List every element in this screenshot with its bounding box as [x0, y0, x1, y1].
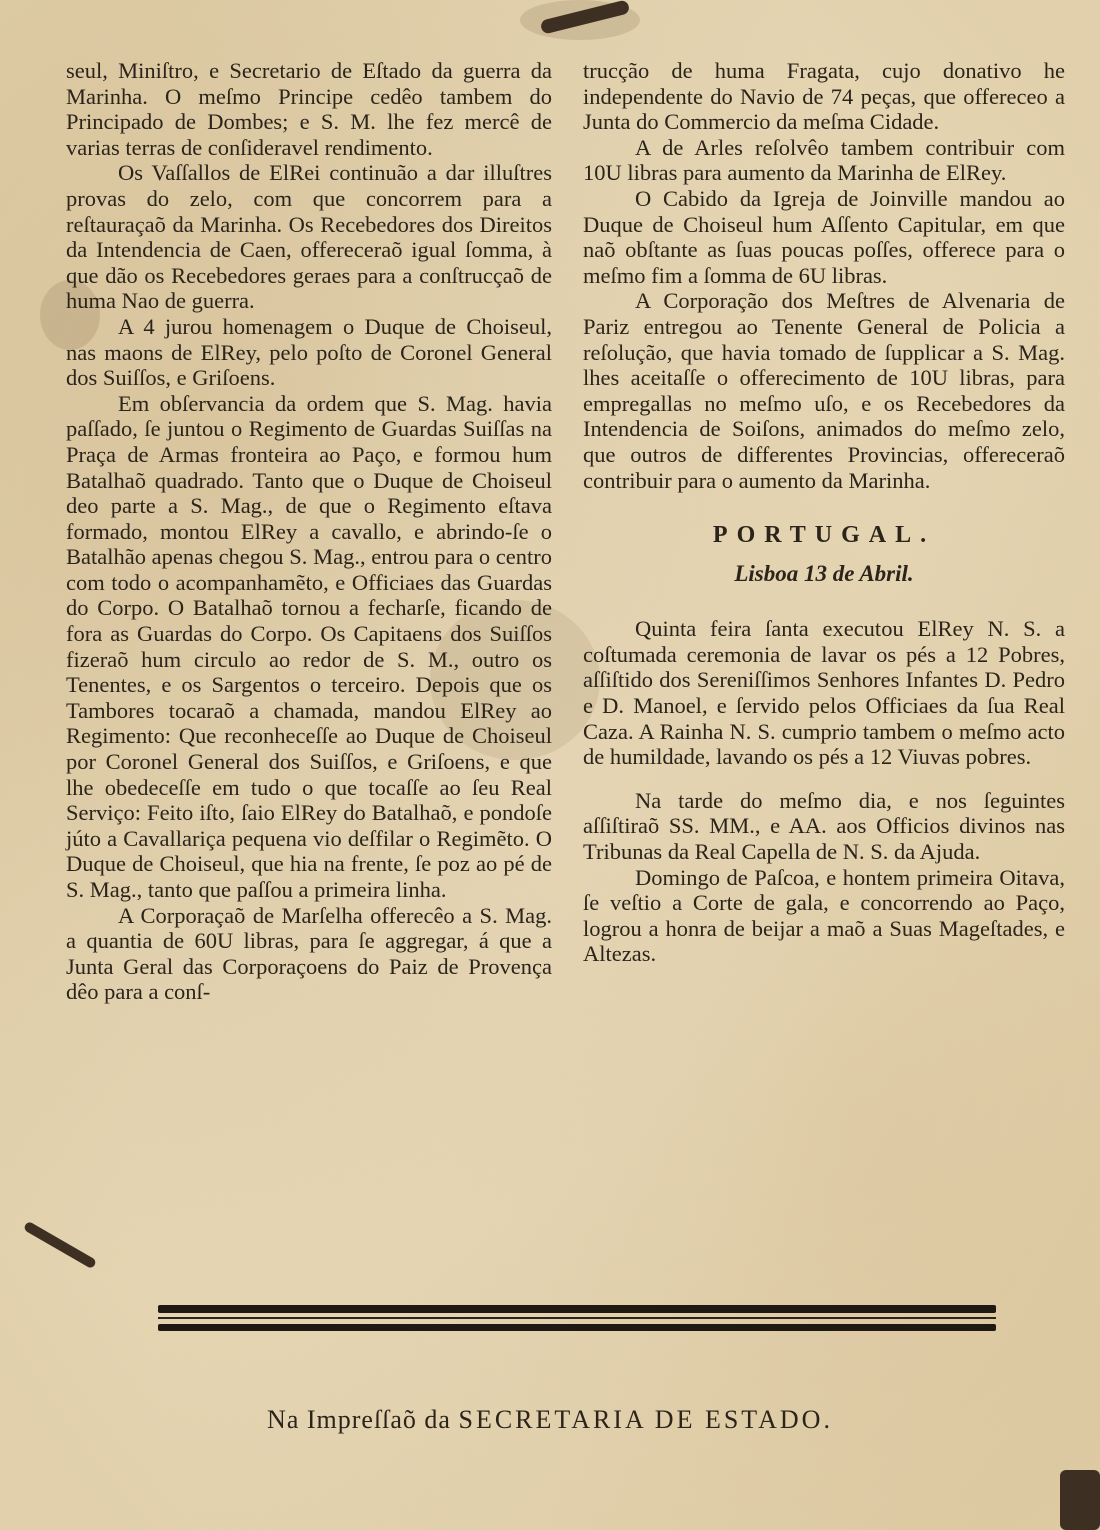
printer-imprint	[0, 1405, 1100, 1435]
paragraph-gap	[583, 770, 1065, 788]
imprint-prefix: Na Impreſſaõ da	[267, 1405, 459, 1434]
paragraph: trucção de huma Fragata, cujo donativo he independente do Navio de 74 peças, que offereceo a Junta do Commercio da meſma Cidade.	[583, 58, 1065, 135]
footer-rule-thick	[158, 1324, 996, 1331]
footer-rule-thick	[158, 1305, 996, 1313]
imprint-caps: SECRETARIA DE ESTADO.	[458, 1405, 833, 1434]
paragraph: A Corporaçaõ de Marſelha offerecêo a S. Mag. a quantia de 60U libras, para ſe aggregar, á que a Junta Geral das Corporaçoens do Paiz de Provença dêo para a conſ-	[66, 902, 552, 1005]
paragraph: Quinta feira ſanta executou ElRey N. S. a coſtumada ceremonia de lavar os pés a 12 Pobres, aſſiſtido dos Sereniſſimos Senhores Infantes D. Pedro e D. Manoel, e ſervido pelos Officiaes da ſua Real Caza. A Rainha N. S. cumprio tambem o meſmo acto de humildade, lavando os pés a 12 Viuvas pobres.	[583, 616, 1065, 770]
paragraph: A 4 jurou homenagem o Duque de Choiseul, nas maons de ElRey, pelo poſto de Coronel General dos Suiſſos, e Griſoens.	[66, 313, 552, 391]
paragraph: Em obſervancia da ordem que S. Mag. havia paſſado, ſe juntou o Regimento de Guardas Suiſſas na Praça de Armas fronteira ao Paço, e formou hum Batalhaõ quadrado. Tanto que o Duque de Choiseul deo parte a S. Mag., de que o Regimento eſtava formado, montou ElRey a cavallo, e abrindo-ſe o Batalhão apenas chegou S. Mag., entrou para o centro com todo o acompanhamẽto, e Officiaes das Guardas do Corpo. O Batalhaõ tornou a fecharſe, ficando de fora as Guardas do Corpo. Os Capitaens dos Suiſſos fizeraõ hum circulo ao redor de S. M., outro os Tenentes, e os Sargentos o terceiro. Depois que os Tambores tocaraõ a chamada, mandou ElRey ao Regimento: Que reconheceſſe ao Duque de Choiseul por Coronel General dos Suiſſos, e Griſoens, e que lhe obedeceſſe em tudo o que tocaſſe ao ſeu Real Serviço: Feito iſto, ſaio ElRey do Batalhaõ, e pondoſe júto a Cavallariça pequena vio deſfilar o Regimẽto. O Duque de Choiseul, que hia na frente, ſe poz ao pé de S. Mag., tanto que paſſou a primeira linha.	[66, 390, 552, 902]
torn-edge-mark	[1060, 1470, 1100, 1530]
paragraph: seul, Miniſtro, e Secretario de Eſtado da guerra da Marinha. O meſmo Principe cedêo tambem do Principado de Dombes; e S. M. lhe fez mercê de varias terras de conſideravel rendimento.	[66, 58, 552, 160]
paragraph: A Corporação dos Meſtres de Alvenaria de Pariz entregou ao Tenente General de Policia a reſolução, que havia tomado de ſupplicar a S. Mag. lhes aceitaſſe o offerecimento de 10U libras, para empregallas no meſmo uſo, e os Recebedores da Intendencia de Soiſons, animados do meſmo zelo, que outros de differentes Provincias, offereceraõ contribuir para o aumento da Marinha.	[583, 288, 1065, 493]
paragraph: O Cabido da Igreja de Joinville mandou ao Duque de Choiseul hum Aſſento Capitular, em que naõ obſtante as ſuas poucas poſſes, offerece para o meſmo fim a ſomma de 6U libras.	[583, 185, 1065, 288]
footer-rule-thin	[158, 1317, 996, 1319]
section-heading: PORTUGAL.	[712, 522, 936, 549]
paragraph: Domingo de Paſcoa, e hontem primeira Oitava, ſe veſtio a Corte de gala, e concorrendo ao Paço, logrou a honra de beijar a maõ a Suas Mageſtades, e Altezas.	[583, 864, 1065, 967]
dateline: Lisboa 13 de Abril.	[734, 560, 914, 586]
right-column	[583, 58, 1065, 967]
paragraph: Os Vaſſallos de ElRei continuão a dar illuſtres provas do zelo, com que concorrem para a reſtauraçaõ da Marinha. Os Recebedores dos Direitos da Intendencia de Caen, offereceraõ igual ſomma, à que dão os Recebedores geraes para a conſtrucçaõ de huma Nao de guerra.	[66, 160, 552, 314]
torn-edge-mark	[23, 1221, 97, 1270]
paragraph: Na tarde do meſmo dia, e nos ſeguintes aſſiſtiraõ SS. MM., e AA. aos Officios divinos nas Tribunas da Real Capella de N. S. da Ajuda.	[583, 787, 1065, 865]
left-column	[66, 58, 552, 1005]
paragraph: A de Arles reſolvêo tambem contribuir com 10U libras para aumento da Marinha de ElRey.	[583, 134, 1065, 186]
